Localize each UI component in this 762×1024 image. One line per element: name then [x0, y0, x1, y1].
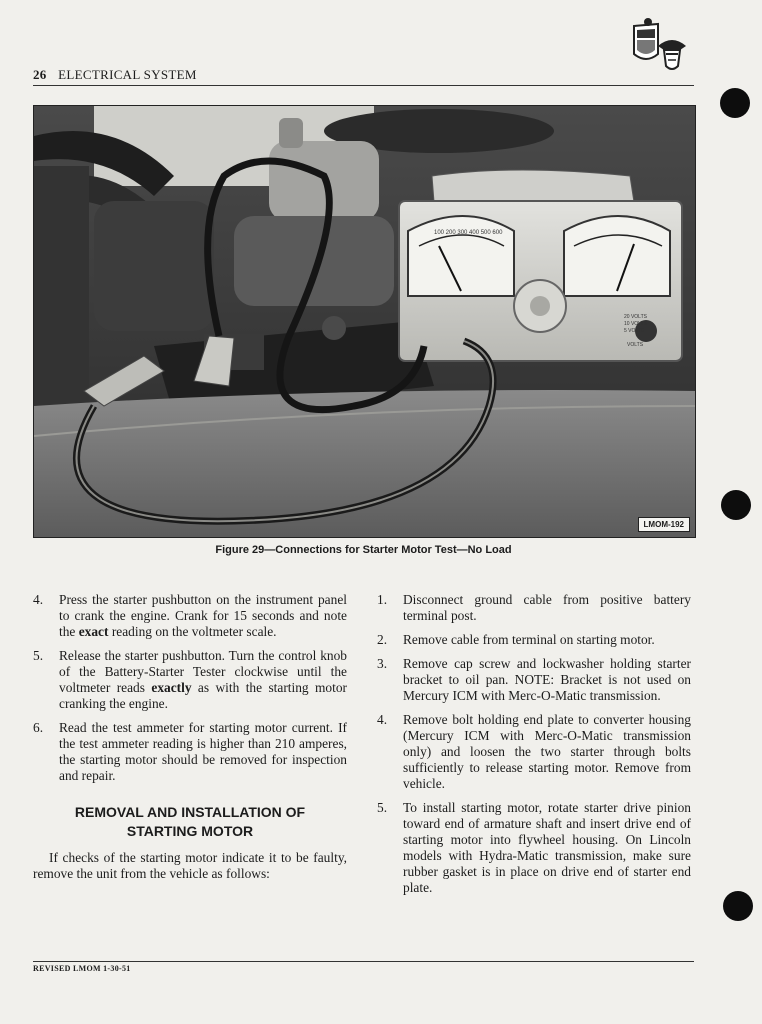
figure-tag: LMOM-192	[638, 517, 690, 532]
step-text: Disconnect ground cable from positive battery terminal post.	[403, 592, 691, 623]
procedure-step	[377, 800, 691, 896]
figure-caption: Figure 29—Connections for Starter Motor Test—No Load	[215, 544, 512, 556]
step-number: 4.	[33, 592, 44, 607]
meter-left-scale: 100 200 300 400 500 600	[434, 230, 503, 236]
procedure-step	[377, 592, 691, 624]
procedure-step	[33, 648, 347, 712]
meter-5-volts: 5 VOLTS	[624, 328, 645, 334]
step-text: To install starting motor, rotate starter drive pinion toward end of armature shaft and insert drive end of starting motor into flywheel housing. On Lincoln models with Hydra-Matic transmission, make sure rubber gasket is in place on drive end of starter end plate.	[403, 800, 691, 895]
step-text: Press the starter pushbutton on the instrument panel to crank the engine. Crank for 15 seconds and note the exact reading on the voltmeter scale.	[59, 592, 347, 639]
binder-hole-middle	[721, 490, 751, 520]
step-text: Remove cap screw and lockwasher holding starter bracket to oil pan. NOTE: Bracket is not used on Mercury ICM with Merc-O-Matic transmission.	[403, 656, 691, 703]
step-number: 5.	[377, 800, 388, 815]
left-column	[33, 592, 347, 882]
meter-10-volts: 10 VOLTS	[624, 321, 647, 327]
step-text: Release the starter pushbutton. Turn the control knob of the Battery-Starter Tester clockwise until the voltmeter reads exactly as with the starting motor cranking the engine.	[59, 648, 347, 711]
step-number: 2.	[377, 632, 388, 647]
section-heading-line-1: REMOVAL AND INSTALLATION OF	[74, 804, 306, 820]
meter-volts: VOLTS	[627, 342, 644, 348]
page-header	[33, 67, 693, 85]
section-heading-line-2: STARTING MOTOR	[126, 823, 254, 839]
section-heading	[33, 803, 347, 841]
figure-photo	[33, 105, 696, 538]
step-number: 1.	[377, 592, 388, 607]
revision-footer: REVISED LMOM 1-30-51	[33, 964, 131, 973]
footer-rule	[33, 961, 694, 962]
step-text: Remove cable from terminal on starting motor.	[403, 632, 655, 647]
meter-20-volts: 20 VOLTS	[624, 314, 647, 320]
procedure-step	[377, 632, 691, 648]
page-number: 26	[33, 67, 47, 82]
right-column	[377, 592, 691, 904]
step-number: 3.	[377, 656, 388, 671]
section-title: ELECTRICAL SYSTEM	[58, 67, 197, 82]
binder-hole-top	[720, 88, 750, 118]
step-text: Remove bolt holding end plate to converter housing (Mercury ICM with Merc-O-Matic transmission only) and loosen the two starter through bolts sufficiently to release starting motor. Remove from vehicle.	[403, 712, 691, 791]
step-number: 5.	[33, 648, 44, 663]
procedure-step	[377, 656, 691, 704]
header-rule	[33, 85, 694, 86]
step-text: Read the test ammeter for starting motor current. If the test ammeter reading is higher than 210 amperes, the starting motor should be removed for inspection and repair.	[59, 720, 347, 783]
step-number: 6.	[33, 720, 44, 735]
procedure-step	[377, 712, 691, 792]
step-number: 4.	[377, 712, 388, 727]
engine-photo-illustration	[34, 106, 695, 537]
intro-paragraph: If checks of the starting motor indicate it to be faulty, remove the unit from the vehicle as follows:	[33, 850, 347, 881]
procedure-step	[33, 592, 347, 640]
procedure-step	[33, 720, 347, 784]
brand-emblem-icon	[628, 16, 692, 76]
binder-hole-bottom	[723, 891, 753, 921]
